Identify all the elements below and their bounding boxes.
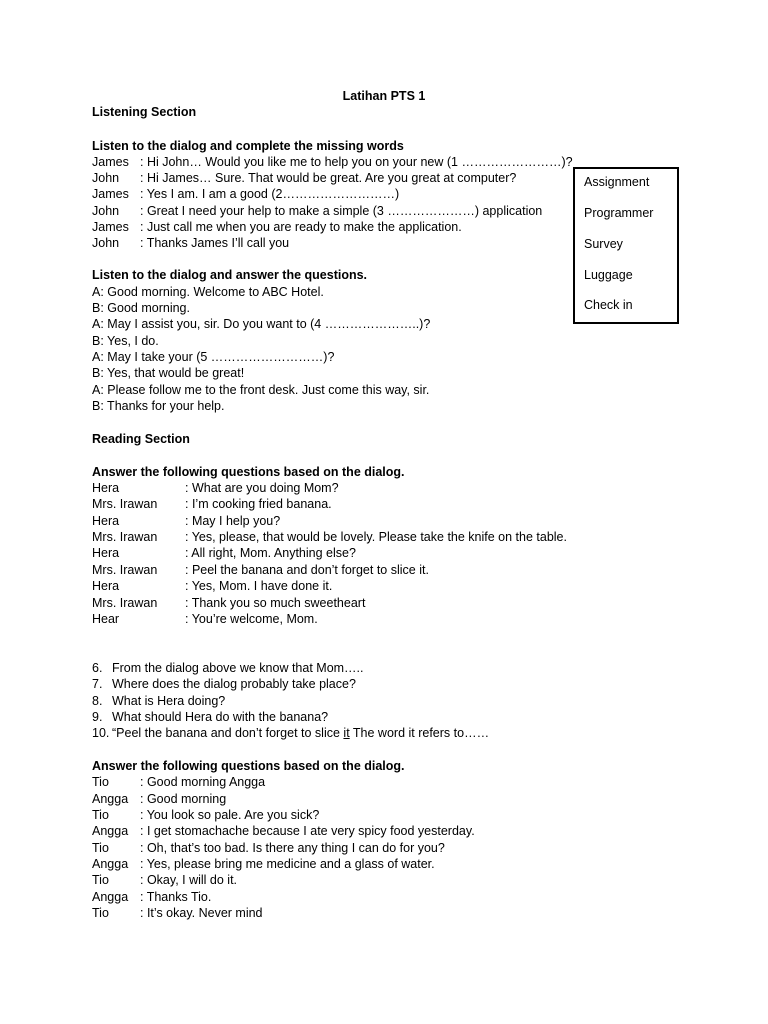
word-bank-item: Check in bbox=[584, 298, 633, 312]
speaker-name: Hera bbox=[92, 546, 120, 560]
reading-part1-instruction: Answer the following questions based on the dialog. bbox=[92, 465, 405, 479]
dialog-line bbox=[92, 578, 332, 594]
speaker-name: James bbox=[92, 220, 129, 234]
dialog-line bbox=[92, 791, 226, 807]
dialog-line bbox=[92, 154, 573, 170]
dialog-text: : You’re welcome, Mom. bbox=[185, 612, 318, 626]
dialog-text: : Thanks Tio. bbox=[140, 890, 212, 904]
dialog-line bbox=[92, 595, 365, 611]
dialog-line: A: May I take your (5 ………………………)? bbox=[92, 350, 335, 364]
dialog-line bbox=[92, 170, 516, 186]
listening-part2-instruction: Listen to the dialog and answer the questions. bbox=[92, 268, 368, 282]
dialog-line bbox=[92, 856, 435, 872]
word-bank-item: Survey bbox=[584, 237, 623, 251]
dialog-text: : Thank you so much sweetheart bbox=[185, 596, 366, 610]
question-item bbox=[92, 676, 356, 692]
dialog-text: : Good morning bbox=[140, 792, 227, 806]
question-text: What should Hera do with the banana? bbox=[112, 710, 329, 724]
dialog-text: : Yes, please bring me medicine and a glass of water. bbox=[140, 857, 435, 871]
speaker-name: Angga bbox=[92, 890, 129, 904]
word-bank-item: Programmer bbox=[584, 206, 654, 220]
dialog-line bbox=[92, 872, 237, 888]
speaker-name: Angga bbox=[92, 857, 129, 871]
speaker-name: Tio bbox=[92, 775, 109, 789]
speaker-name: Angga bbox=[92, 824, 129, 838]
dialog-text: : I’m cooking fried banana. bbox=[185, 497, 332, 511]
dialog-text: : Peel the banana and don’t forget to slice it. bbox=[185, 563, 429, 577]
question-text: Where does the dialog probably take place? bbox=[112, 677, 356, 691]
dialog-line: B: Good morning. bbox=[92, 301, 190, 315]
question-text: What is Hera doing? bbox=[112, 694, 226, 708]
speaker-name: Hear bbox=[92, 612, 120, 626]
dialog-line: A: Good morning. Welcome to ABC Hotel. bbox=[92, 285, 324, 299]
dialog-text: : Yes, Mom. I have done it. bbox=[185, 579, 333, 593]
dialog-line bbox=[92, 203, 542, 219]
dialog-text: : It’s okay. Never mind bbox=[140, 906, 263, 920]
dialog-text: : All right, Mom. Anything else? bbox=[185, 546, 356, 560]
dialog-text: : Yes, please, that would be lovely. Please take the knife on the table. bbox=[185, 530, 567, 544]
question-number: 6. bbox=[92, 661, 103, 675]
dialog-text: : Okay, I will do it. bbox=[140, 873, 238, 887]
listening-section-heading: Listening Section bbox=[92, 105, 197, 119]
question-item bbox=[92, 660, 364, 676]
listening-part1-instruction: Listen to the dialog and complete the missing words bbox=[92, 139, 404, 153]
speaker-name: James bbox=[92, 155, 129, 169]
question-number: 7. bbox=[92, 677, 103, 691]
dialog-text: : Just call me when you are ready to make the application. bbox=[140, 220, 462, 234]
page-title: Latihan PTS 1 bbox=[342, 89, 426, 103]
reading-part2-instruction: Answer the following questions based on the dialog. bbox=[92, 759, 405, 773]
speaker-name: Mrs. Irawan bbox=[92, 563, 158, 577]
question-item bbox=[92, 693, 225, 709]
question-number: 9. bbox=[92, 710, 103, 724]
dialog-line bbox=[92, 513, 280, 529]
dialog-text: : Oh, that’s too bad. Is there any thing I can do for you? bbox=[140, 841, 445, 855]
speaker-name: Tio bbox=[92, 808, 109, 822]
dialog-line: B: Yes, I do. bbox=[92, 334, 159, 348]
dialog-line: B: Yes, that would be great! bbox=[92, 366, 245, 380]
speaker-name: John bbox=[92, 171, 120, 185]
speaker-name: John bbox=[92, 236, 120, 250]
speaker-name: Mrs. Irawan bbox=[92, 497, 158, 511]
question-number: 8. bbox=[92, 694, 103, 708]
dialog-text: : Yes I am. I am a good (2………………………) bbox=[140, 187, 400, 201]
dialog-line bbox=[92, 905, 263, 921]
reading-section-heading: Reading Section bbox=[92, 432, 190, 446]
question-text: “Peel the banana and don’t forget to slice bbox=[112, 726, 344, 740]
speaker-name: John bbox=[92, 204, 120, 218]
word-bank-item: Luggage bbox=[584, 268, 633, 282]
speaker-name: Tio bbox=[92, 906, 109, 920]
dialog-line: B: Thanks for your help. bbox=[92, 399, 225, 413]
underlined-word: it bbox=[343, 726, 350, 740]
dialog-line bbox=[92, 235, 289, 251]
dialog-line bbox=[92, 840, 445, 856]
dialog-line bbox=[92, 889, 211, 905]
question-text: The word it refers to…… bbox=[349, 726, 490, 740]
dialog-line bbox=[92, 611, 318, 627]
question-text: From the dialog above we know that Mom….. bbox=[112, 661, 364, 675]
speaker-name: Mrs. Irawan bbox=[92, 596, 158, 610]
dialog-line bbox=[92, 496, 332, 512]
speaker-name: Tio bbox=[92, 873, 109, 887]
speaker-name: Hera bbox=[92, 481, 120, 495]
word-bank-box bbox=[573, 167, 679, 324]
speaker-name: Angga bbox=[92, 792, 129, 806]
dialog-text: : What are you doing Mom? bbox=[185, 481, 339, 495]
dialog-text: : You look so pale. Are you sick? bbox=[140, 808, 320, 822]
dialog-line bbox=[92, 562, 429, 578]
dialog-text: : Hi James… Sure. That would be great. Are you great at computer? bbox=[140, 171, 517, 185]
dialog-line: A: May I assist you, sir. Do you want to (4 …………………..)? bbox=[92, 317, 431, 331]
dialog-line bbox=[92, 807, 319, 823]
dialog-line bbox=[92, 219, 462, 235]
dialog-line bbox=[92, 480, 339, 496]
question-item bbox=[92, 709, 328, 725]
speaker-name: James bbox=[92, 187, 129, 201]
dialog-text: : Hi John… Would you like me to help you on your new (1 ……………………)? bbox=[140, 155, 573, 169]
speaker-name: Tio bbox=[92, 841, 109, 855]
dialog-text: : Good morning Angga bbox=[140, 775, 266, 789]
speaker-name: Mrs. Irawan bbox=[92, 530, 158, 544]
question-number: 10. bbox=[92, 726, 110, 740]
speaker-name: Hera bbox=[92, 514, 120, 528]
word-bank-item: Assignment bbox=[584, 175, 650, 189]
dialog-text: : May I help you? bbox=[185, 514, 281, 528]
dialog-line: A: Please follow me to the front desk. Just come this way, sir. bbox=[92, 383, 430, 397]
question-item bbox=[92, 725, 489, 741]
dialog-text: : Thanks James I’ll call you bbox=[140, 236, 290, 250]
dialog-line bbox=[92, 529, 567, 545]
dialog-line bbox=[92, 774, 265, 790]
speaker-name: Hera bbox=[92, 579, 120, 593]
dialog-line bbox=[92, 823, 475, 839]
dialog-text: : Great I need your help to make a simple (3 …………………) application bbox=[140, 204, 543, 218]
dialog-line bbox=[92, 186, 399, 202]
dialog-line bbox=[92, 545, 356, 561]
dialog-text: : I get stomachache because I ate very spicy food yesterday. bbox=[140, 824, 475, 838]
